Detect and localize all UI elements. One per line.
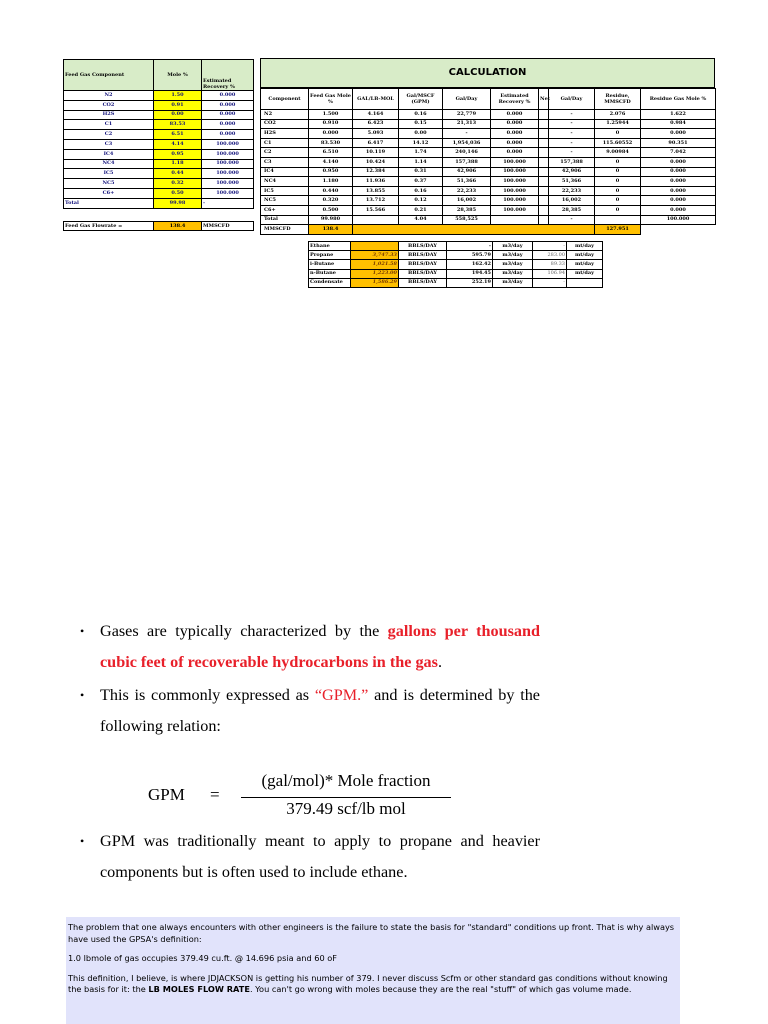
calc-row bbox=[261, 110, 716, 120]
calculation-mmscfd-row bbox=[261, 225, 716, 235]
calc-cell: 28,385 bbox=[443, 205, 491, 215]
product-mt-unit bbox=[567, 278, 603, 287]
product-mt-unit: mt/day bbox=[567, 269, 603, 278]
calc-cell: 0.00 bbox=[399, 129, 443, 139]
product-row bbox=[309, 269, 603, 278]
feed-rate-unit: MMSCFD bbox=[202, 222, 254, 231]
product-mt: 89.33 bbox=[533, 260, 567, 269]
calc-header-cell: Net bbox=[539, 89, 549, 110]
calc-cell: 0.000 bbox=[641, 196, 716, 206]
feed-component: C2 bbox=[64, 130, 154, 140]
calc-cell: 9.00984 bbox=[595, 148, 641, 158]
feed-gas-row bbox=[64, 110, 254, 120]
product-bbl: 1,021.58 bbox=[351, 260, 399, 269]
calc-cell: 0.000 bbox=[491, 110, 539, 120]
feed-recovery: 0.000 bbox=[202, 120, 254, 130]
product-name: Ethane bbox=[309, 242, 351, 251]
calc-cell: 0 bbox=[595, 186, 641, 196]
feed-component: C1 bbox=[64, 120, 154, 130]
calc-row bbox=[261, 119, 716, 129]
calc-header-cell: GAL/LB-MOL bbox=[353, 89, 399, 110]
calc-row bbox=[261, 138, 716, 148]
feed-component: Total bbox=[64, 198, 154, 208]
calc-cell: 0.000 bbox=[491, 148, 539, 158]
calc-cell: 22,779 bbox=[443, 110, 491, 120]
calc-cell: 100.000 bbox=[641, 215, 716, 225]
calc-cell: - bbox=[443, 129, 491, 139]
calc-cell: 16,002 bbox=[549, 196, 595, 206]
product-bbl bbox=[351, 242, 399, 251]
calc-header-cell: Gal/Day bbox=[443, 89, 491, 110]
feed-gas-row bbox=[64, 100, 254, 110]
product-row bbox=[309, 251, 603, 260]
calc-cell: 51,366 bbox=[443, 177, 491, 187]
highlight-gallons: gallons per thousand cubic feet of recoverable hydrocarbons in the gas bbox=[100, 622, 541, 671]
highlight-gpm: “GPM.” bbox=[314, 686, 369, 704]
feed-gas-row bbox=[64, 159, 254, 169]
calc-cell: C2 bbox=[261, 148, 309, 158]
feed-mole-percent: 99.98 bbox=[154, 198, 202, 208]
feed-recovery: 0.000 bbox=[202, 110, 254, 120]
mmscfd-fill bbox=[353, 225, 595, 235]
calc-cell: 1.180 bbox=[309, 177, 353, 187]
product-bbl-unit: BBLS/DAY bbox=[399, 260, 447, 269]
product-m3-unit: m3/day bbox=[493, 251, 533, 260]
calc-cell: 0.984 bbox=[641, 119, 716, 129]
formula-lhs: GPM bbox=[148, 785, 185, 804]
product-bbl: 3,747.33 bbox=[351, 251, 399, 260]
calc-cell: 5.093 bbox=[353, 129, 399, 139]
product-name: Condensate bbox=[309, 278, 351, 287]
calc-row bbox=[261, 186, 716, 196]
calc-cell: 100.000 bbox=[491, 205, 539, 215]
quoted-note bbox=[66, 917, 680, 1024]
feed-recovery: 100.000 bbox=[202, 159, 254, 169]
calc-cell: 1.25944 bbox=[595, 119, 641, 129]
calc-cell: 7.042 bbox=[641, 148, 716, 158]
calc-cell: 0 bbox=[595, 129, 641, 139]
quote-bold: LB MOLES FLOW RATE bbox=[148, 984, 250, 994]
feed-mole-percent: 0.50 bbox=[154, 188, 202, 198]
bullet-notes bbox=[80, 616, 540, 888]
calc-cell: 16,002 bbox=[443, 196, 491, 206]
calc-cell: 0.440 bbox=[309, 186, 353, 196]
product-m3-unit: m3/day bbox=[493, 269, 533, 278]
quote-paragraph-3: This definition, I believe, is where JDJACKSON is getting his number of 379. I never discuss Scfm or other standard gas conditions without knowing the basis for it: the LB MOLES FLOW RATE. You can't go wrong with moles because they are the real "stuff" of which gas volume made. bbox=[68, 972, 668, 994]
calc-cell bbox=[353, 215, 399, 225]
calculation-header-row bbox=[261, 89, 716, 110]
calc-header-cell: Gal/MSCF (GPM) bbox=[399, 89, 443, 110]
feed-mole-percent: 0.95 bbox=[154, 149, 202, 159]
calc-row bbox=[261, 205, 716, 215]
calc-cell: 0.000 bbox=[641, 205, 716, 215]
calc-cell: CO2 bbox=[261, 119, 309, 129]
product-bbl-unit: BBLS/DAY bbox=[399, 242, 447, 251]
calc-row bbox=[261, 129, 716, 139]
product-mt: 106.94 bbox=[533, 269, 567, 278]
calc-cell: 0 bbox=[595, 157, 641, 167]
feed-recovery: 0.000 bbox=[202, 91, 254, 101]
feed-recovery: 100.000 bbox=[202, 149, 254, 159]
quote-paragraph-2: 1.0 lbmole of gas occupies 379.49 cu.ft. @ 14.696 psia and 60 oF bbox=[68, 953, 337, 963]
feed-gas-row bbox=[64, 188, 254, 198]
feed-recovery: - bbox=[202, 198, 254, 208]
calc-cell bbox=[539, 157, 549, 167]
formula-fraction-bar bbox=[241, 797, 451, 798]
calc-cell: 0.000 bbox=[491, 129, 539, 139]
calc-cell: IC5 bbox=[261, 186, 309, 196]
feed-mole-percent: 83.53 bbox=[154, 120, 202, 130]
product-name: i-Butane bbox=[309, 260, 351, 269]
calc-cell bbox=[595, 215, 641, 225]
calculation-title: CALCULATION bbox=[448, 67, 527, 78]
product-m3: 194.45 bbox=[447, 269, 493, 278]
quote-paragraph-1: The problem that one always encounters with other engineers is the failure to state the basis for "standard" conditions up front. That is why always have used the GPSA's definition: bbox=[68, 922, 675, 944]
calc-cell bbox=[539, 148, 549, 158]
calc-row bbox=[261, 157, 716, 167]
calc-cell: 1.622 bbox=[641, 110, 716, 120]
product-mt: - bbox=[533, 278, 567, 287]
product-mt: - bbox=[533, 242, 567, 251]
calc-header-cell: Component bbox=[261, 89, 309, 110]
calc-cell bbox=[539, 167, 549, 177]
calc-cell: 14.12 bbox=[399, 138, 443, 148]
calc-cell: - bbox=[549, 148, 595, 158]
calc-cell: 240,146 bbox=[443, 148, 491, 158]
feed-component: CO2 bbox=[64, 100, 154, 110]
bullet-gpm-components: • GPM was traditionally meant to apply to propane and heavier components but is often used to include ethane. bbox=[80, 826, 540, 888]
feed-component: NC4 bbox=[64, 159, 154, 169]
calc-cell: NC4 bbox=[261, 177, 309, 187]
product-name: n-Butane bbox=[309, 269, 351, 278]
calc-cell: 0.21 bbox=[399, 205, 443, 215]
calc-row bbox=[261, 196, 716, 206]
bullet-gpm-definition: • Gases are typically characterized by the gallons per thousand cubic feet of recoverable hydrocarbons in the gas. bbox=[80, 616, 540, 678]
feed-recovery: 100.000 bbox=[202, 169, 254, 179]
product-mt: 283.00 bbox=[533, 251, 567, 260]
feed-rate-row bbox=[63, 221, 254, 231]
feed-gas-row bbox=[64, 198, 254, 208]
calc-cell: C3 bbox=[261, 157, 309, 167]
calc-cell: 11.936 bbox=[353, 177, 399, 187]
feed-component: NC5 bbox=[64, 179, 154, 189]
feed-gas-row bbox=[64, 139, 254, 149]
feed-recovery: 100.000 bbox=[202, 179, 254, 189]
feed-recovery: 0.000 bbox=[202, 130, 254, 140]
feed-gas-row bbox=[64, 179, 254, 189]
product-m3-unit: m3/day bbox=[493, 242, 533, 251]
feed-recovery: 100.000 bbox=[202, 188, 254, 198]
product-mt-unit: mt/day bbox=[567, 260, 603, 269]
calc-cell bbox=[539, 129, 549, 139]
feed-component: N2 bbox=[64, 91, 154, 101]
product-row bbox=[309, 260, 603, 269]
calc-cell: 0.31 bbox=[399, 167, 443, 177]
calc-cell: 4.04 bbox=[399, 215, 443, 225]
calc-cell: H2S bbox=[261, 129, 309, 139]
feed-mole-percent: 0.91 bbox=[154, 100, 202, 110]
calc-cell: 1,954,036 bbox=[443, 138, 491, 148]
calc-cell: 13.855 bbox=[353, 186, 399, 196]
calc-cell: N2 bbox=[261, 110, 309, 120]
product-m3: 162.42 bbox=[447, 260, 493, 269]
calc-cell: 0 bbox=[595, 196, 641, 206]
calc-cell: 558,525 bbox=[443, 215, 491, 225]
calc-cell: 1.14 bbox=[399, 157, 443, 167]
calc-cell: 0.320 bbox=[309, 196, 353, 206]
calc-cell: 0.16 bbox=[399, 186, 443, 196]
feed-recovery: 100.000 bbox=[202, 139, 254, 149]
calc-row bbox=[261, 177, 716, 187]
calc-header-cell: Estimated Recovery % bbox=[491, 89, 539, 110]
feed-rate-value: 138.4 bbox=[154, 222, 202, 231]
calc-cell: 6.423 bbox=[353, 119, 399, 129]
calc-cell: 4.140 bbox=[309, 157, 353, 167]
feed-gas-header-row bbox=[64, 60, 254, 91]
calc-cell: 12.384 bbox=[353, 167, 399, 177]
calc-cell: 10.424 bbox=[353, 157, 399, 167]
calc-cell: Total bbox=[261, 215, 309, 225]
calc-cell bbox=[539, 138, 549, 148]
calc-cell: 1.500 bbox=[309, 110, 353, 120]
feed-component: H2S bbox=[64, 110, 154, 120]
calc-cell bbox=[539, 186, 549, 196]
calc-header-cell: Residue Gas Mole % bbox=[641, 89, 716, 110]
calc-cell: 157,388 bbox=[549, 157, 595, 167]
calc-cell: - bbox=[549, 110, 595, 120]
calc-cell: 42,906 bbox=[443, 167, 491, 177]
calc-cell: 0.000 bbox=[491, 138, 539, 148]
calc-cell: 0.15 bbox=[399, 119, 443, 129]
calc-cell: 100.000 bbox=[491, 157, 539, 167]
calc-cell: 28,385 bbox=[549, 205, 595, 215]
calculation-rows bbox=[261, 110, 716, 225]
calc-cell: 0.500 bbox=[309, 205, 353, 215]
gpm-formula bbox=[148, 770, 468, 822]
feed-recovery: 0.000 bbox=[202, 100, 254, 110]
calc-cell: 51,366 bbox=[549, 177, 595, 187]
feed-component: C3 bbox=[64, 139, 154, 149]
calc-cell: 83.530 bbox=[309, 138, 353, 148]
feed-mole-percent: 4.14 bbox=[154, 139, 202, 149]
calc-cell: 0 bbox=[595, 167, 641, 177]
calc-cell: 0.000 bbox=[641, 157, 716, 167]
calc-cell bbox=[539, 215, 549, 225]
calc-cell: NC5 bbox=[261, 196, 309, 206]
product-mt-unit: mt/day bbox=[567, 251, 603, 260]
feed-rate-label: Feed Gas Flowrate = bbox=[64, 222, 154, 231]
bullet-dot-icon: • bbox=[80, 624, 85, 638]
calc-cell: 157,388 bbox=[443, 157, 491, 167]
product-bbl: 1,223.00 bbox=[351, 269, 399, 278]
calc-cell: - bbox=[549, 129, 595, 139]
mmscfd-value: 138.4 bbox=[309, 225, 353, 235]
feed-gas-rows bbox=[64, 91, 254, 209]
feed-mole-percent: 6.51 bbox=[154, 130, 202, 140]
feed-gas-row bbox=[64, 169, 254, 179]
product-rows bbox=[309, 242, 603, 288]
product-m3-unit: m3/day bbox=[493, 278, 533, 287]
feed-mole-percent: 0.32 bbox=[154, 179, 202, 189]
feed-header-component: Feed Gas Component bbox=[64, 60, 154, 91]
product-table bbox=[308, 241, 603, 288]
residue-total: 127.951 bbox=[595, 225, 641, 235]
calc-cell: 0.000 bbox=[491, 119, 539, 129]
calc-cell: 0.16 bbox=[399, 110, 443, 120]
calculation-table bbox=[260, 88, 716, 235]
calc-cell: C6+ bbox=[261, 205, 309, 215]
calc-cell: 100.000 bbox=[491, 177, 539, 187]
calc-cell: 22,233 bbox=[549, 186, 595, 196]
product-row bbox=[309, 242, 603, 251]
calc-cell: 1.74 bbox=[399, 148, 443, 158]
feed-header-mole: Mole % bbox=[154, 60, 202, 91]
product-m3: 595.79 bbox=[447, 251, 493, 260]
calc-cell: IC4 bbox=[261, 167, 309, 177]
calc-cell: - bbox=[549, 138, 595, 148]
calc-cell: - bbox=[549, 119, 595, 129]
feed-component: IC4 bbox=[64, 149, 154, 159]
calc-cell: 21,313 bbox=[443, 119, 491, 129]
feed-mole-percent: 0.00 bbox=[154, 110, 202, 120]
bullet-gpm-expression: • This is commonly expressed as “GPM.” and is determined by the following relation: bbox=[80, 680, 540, 742]
calc-row bbox=[261, 167, 716, 177]
feed-gas-row bbox=[64, 149, 254, 159]
product-m3: - bbox=[447, 242, 493, 251]
feed-header-recovery: Estimated Recovery % bbox=[202, 60, 254, 91]
calculation-header bbox=[260, 58, 715, 88]
calc-cell bbox=[539, 205, 549, 215]
calc-cell: 0 bbox=[595, 205, 641, 215]
calc-cell: 100.000 bbox=[491, 196, 539, 206]
calc-cell: - bbox=[549, 215, 595, 225]
calc-cell: 22,233 bbox=[443, 186, 491, 196]
calc-cell: 0.950 bbox=[309, 167, 353, 177]
calc-cell: 90.351 bbox=[641, 138, 716, 148]
calc-cell: 115.60552 bbox=[595, 138, 641, 148]
feed-gas-row bbox=[64, 120, 254, 130]
calc-cell: 100.000 bbox=[491, 186, 539, 196]
calc-row bbox=[261, 215, 716, 225]
calc-cell: C1 bbox=[261, 138, 309, 148]
calc-cell: 0.910 bbox=[309, 119, 353, 129]
feed-gas-row bbox=[64, 91, 254, 101]
calc-cell bbox=[539, 119, 549, 129]
calc-cell: 0.12 bbox=[399, 196, 443, 206]
calc-cell: 0.000 bbox=[641, 177, 716, 187]
product-name: Propane bbox=[309, 251, 351, 260]
calc-cell: 15.566 bbox=[353, 205, 399, 215]
calc-cell: 0.000 bbox=[641, 129, 716, 139]
bullet-dot-icon: • bbox=[80, 834, 85, 848]
formula-equals: = bbox=[210, 785, 220, 804]
calc-cell: 6.510 bbox=[309, 148, 353, 158]
mmscfd-label: MMSCFD bbox=[261, 225, 309, 235]
calc-cell: 100.000 bbox=[491, 167, 539, 177]
calc-cell: 4.164 bbox=[353, 110, 399, 120]
feed-mole-percent: 1.18 bbox=[154, 159, 202, 169]
calc-header-cell: Residue, MMSCFD bbox=[595, 89, 641, 110]
product-bbl-unit: BBLS/DAY bbox=[399, 278, 447, 287]
product-row bbox=[309, 278, 603, 287]
calc-cell bbox=[539, 110, 549, 120]
calc-cell: 0.000 bbox=[641, 186, 716, 196]
product-mt-unit: mt/day bbox=[567, 242, 603, 251]
feed-gas-table bbox=[63, 59, 254, 209]
formula-denominator: 379.49 scf/lb mol bbox=[286, 799, 406, 818]
calc-cell: 0.37 bbox=[399, 177, 443, 187]
calc-cell: 0.000 bbox=[641, 167, 716, 177]
product-bbl-unit: BBLS/DAY bbox=[399, 251, 447, 260]
feed-mole-percent: 0.44 bbox=[154, 169, 202, 179]
calc-cell: 6.417 bbox=[353, 138, 399, 148]
calc-header-cell: Feed Gas Mole % bbox=[309, 89, 353, 110]
calc-cell: 99.980 bbox=[309, 215, 353, 225]
product-m3-unit: m3/day bbox=[493, 260, 533, 269]
formula-numerator: (gal/mol)* Mole fraction bbox=[261, 771, 431, 790]
mmscfd-empty bbox=[641, 225, 716, 235]
calc-cell: 0 bbox=[595, 177, 641, 187]
calc-cell: 42,906 bbox=[549, 167, 595, 177]
calc-cell: 2.076 bbox=[595, 110, 641, 120]
calc-cell bbox=[539, 196, 549, 206]
calc-cell bbox=[491, 215, 539, 225]
product-bbl-unit: BBLS/DAY bbox=[399, 269, 447, 278]
calc-row bbox=[261, 148, 716, 158]
product-m3: 252.19 bbox=[447, 278, 493, 287]
bullet-dot-icon: • bbox=[80, 688, 85, 702]
feed-component: C6+ bbox=[64, 188, 154, 198]
calc-cell: 0.000 bbox=[309, 129, 353, 139]
calc-header-cell: Gal/Day bbox=[549, 89, 595, 110]
product-bbl: 1,586.29 bbox=[351, 278, 399, 287]
calc-cell: 10.119 bbox=[353, 148, 399, 158]
feed-gas-row bbox=[64, 130, 254, 140]
feed-mole-percent: 1.50 bbox=[154, 91, 202, 101]
feed-component: IC5 bbox=[64, 169, 154, 179]
calc-cell: 13.712 bbox=[353, 196, 399, 206]
calc-cell bbox=[539, 177, 549, 187]
